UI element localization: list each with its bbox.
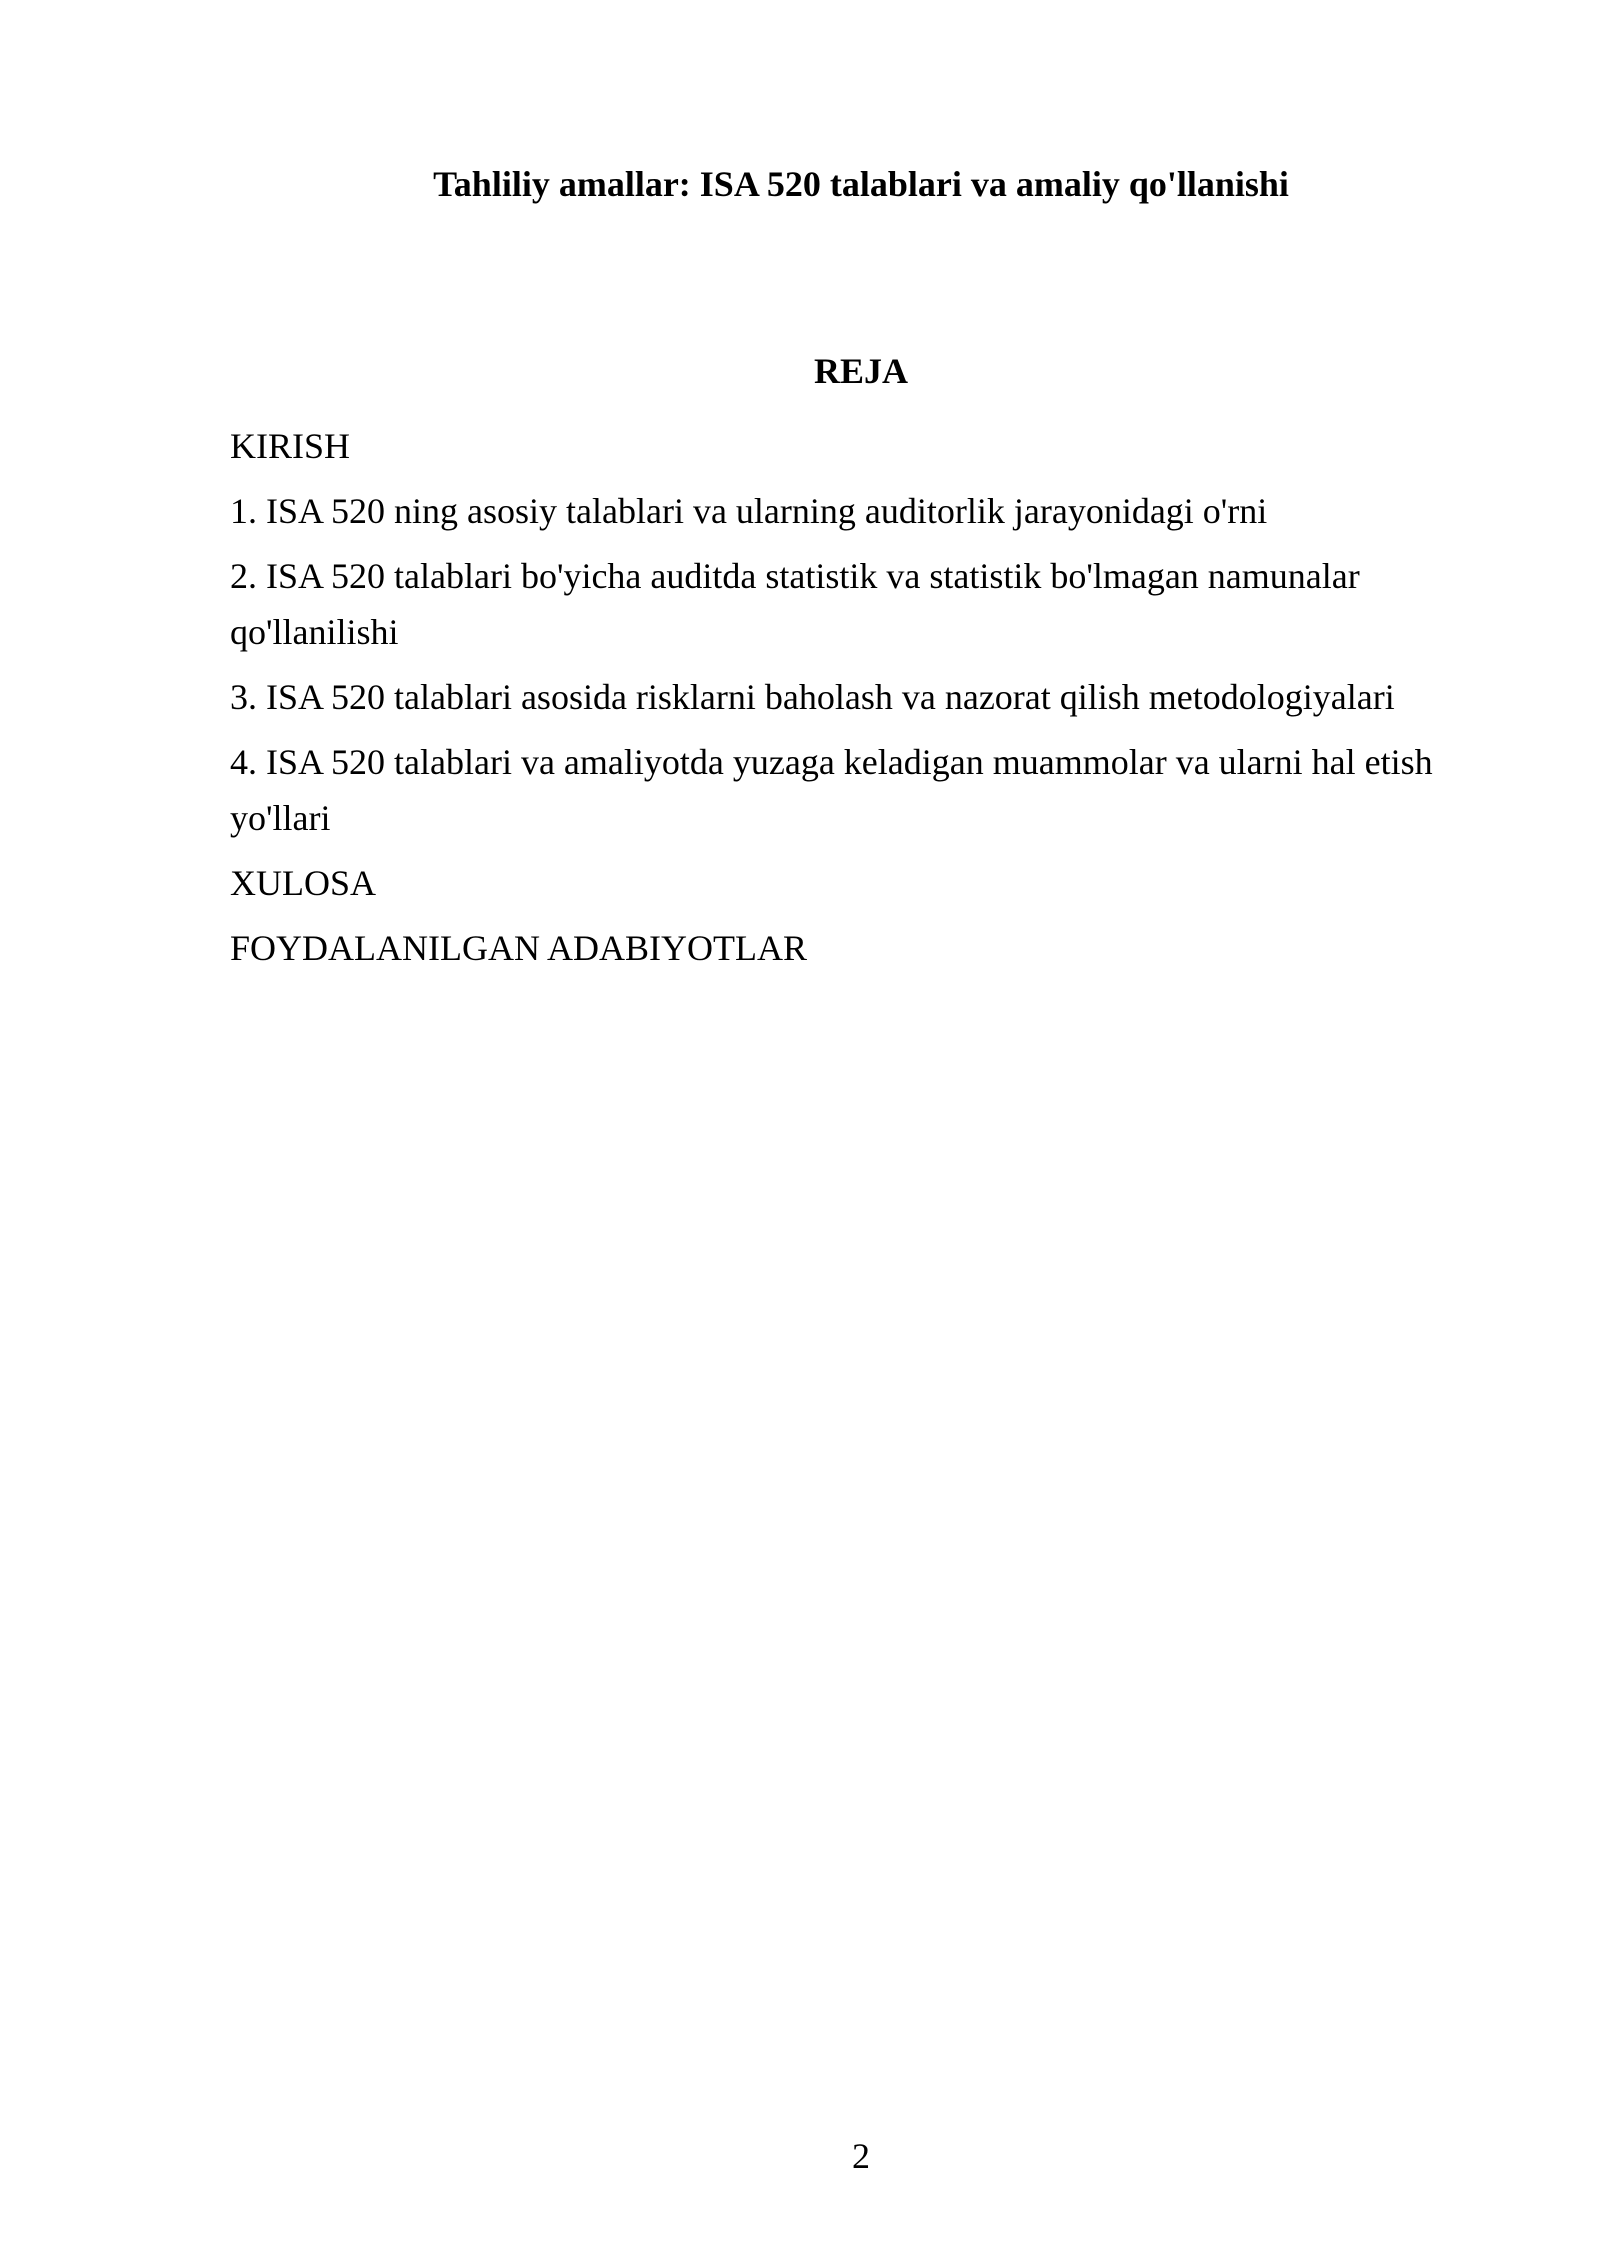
plan-item-4: 4. ISA 520 talablari va amaliyotda yuzaga keladigan muammolar va ularni hal etish yo'llari xyxy=(230,742,1433,838)
plan-item-2: 2. ISA 520 talablari bo'yicha auditda statistik va statistik bo'lmagan namunalar qo'llanilishi xyxy=(230,556,1360,652)
plan-item-1: 1. ISA 520 ning asosiy talablari va ularning auditorlik jarayonidagi o'rni xyxy=(230,491,1268,531)
plan-heading: REJA xyxy=(813,351,908,391)
page-number: 2 xyxy=(852,2136,870,2176)
plan-item-introduction: KIRISH xyxy=(230,426,351,466)
plan-list xyxy=(230,418,1470,985)
plan-item-3: 3. ISA 520 talablari asosida risklarni baholash va nazorat qilish metodologiyalari xyxy=(230,677,1395,717)
plan-item-references: FOYDALANILGAN ADABIYOTLAR xyxy=(230,928,807,968)
document-title: Tahliliy amallar: ISA 520 talablari va amaliy qo'llanishi xyxy=(433,164,1289,204)
plan-item-conclusion: XULOSA xyxy=(230,863,377,903)
